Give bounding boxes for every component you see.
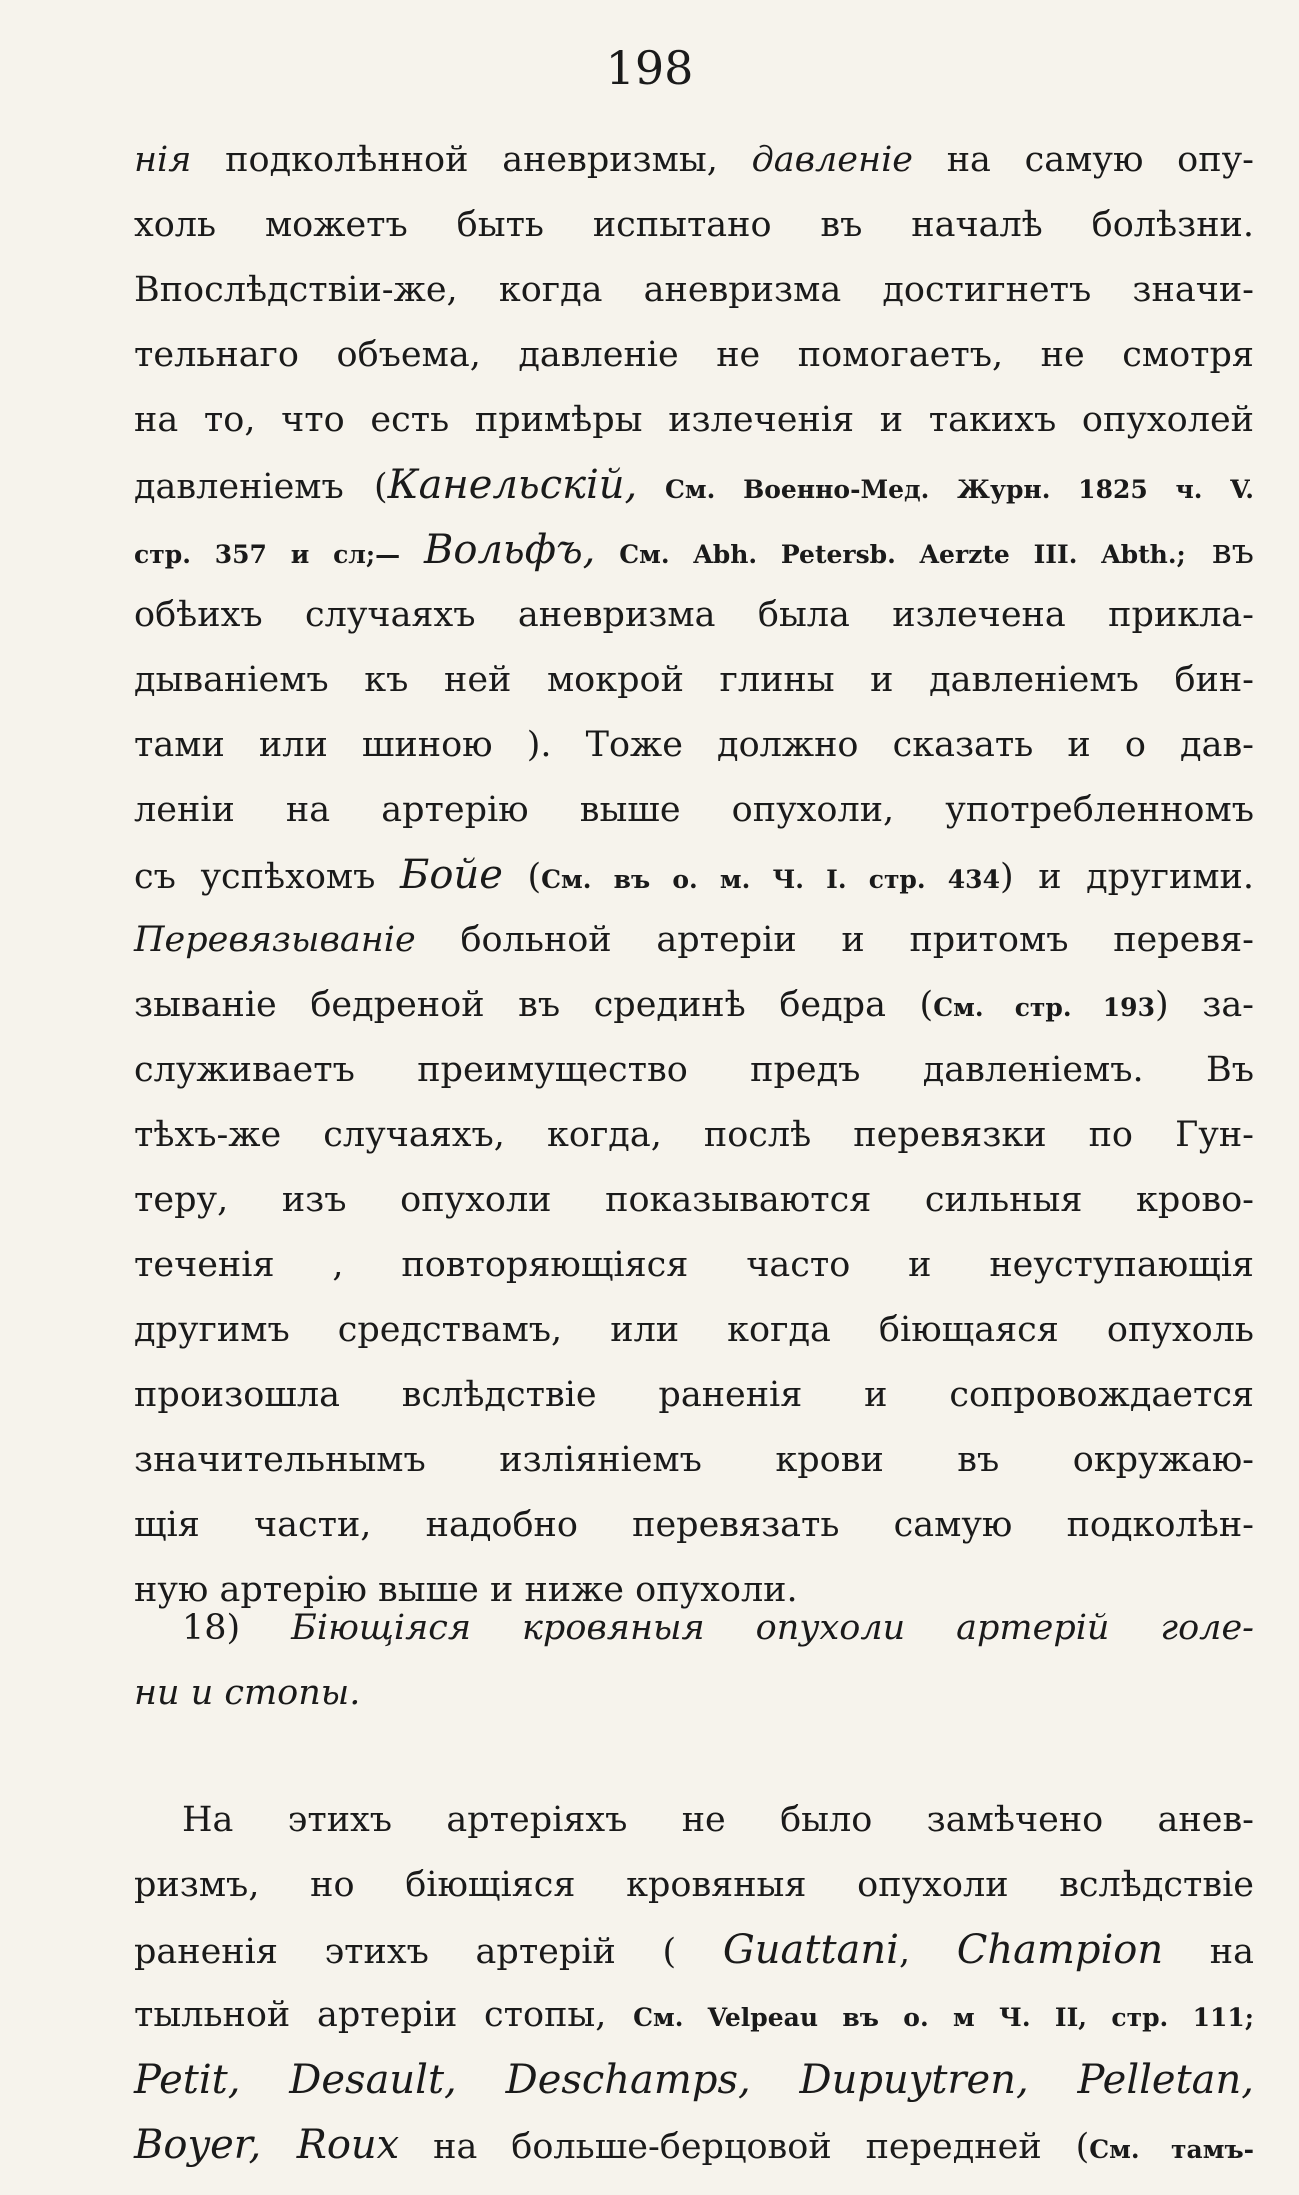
text-line xyxy=(134,1168,1254,1233)
body-text: ) за- xyxy=(1154,985,1255,1025)
body-text: ную артерію выше и ниже опухоли. xyxy=(134,1570,798,1610)
body-text: ( xyxy=(502,857,542,897)
text-line xyxy=(134,128,1254,193)
text-line xyxy=(134,1038,1254,1103)
reference-text: См. стр. 193 xyxy=(933,993,1155,1022)
text-line xyxy=(134,843,1254,908)
emphasis-text: Біющіяся кровяныя опухоли артерій голе- xyxy=(291,1608,1254,1648)
body-text: другимъ средствамъ, или когда біющаяся опухоль xyxy=(134,1310,1254,1350)
reference-text: См. въ о. м. Ч. I. стр. 434 xyxy=(541,865,1000,894)
emphasis-text: Boyer, Roux xyxy=(134,2122,400,2168)
body-text: ризмъ, но біющіяся кровяныя опухоли вслѣдствіе xyxy=(134,1865,1254,1905)
section-heading-18 xyxy=(134,1596,1254,1726)
body-text: тыльной артеріи стопы, xyxy=(134,1995,634,2035)
body-text: щія части, надобно перевязать самую подколѣн- xyxy=(134,1505,1254,1545)
text-line xyxy=(134,973,1254,1038)
reference-text: стр. 357 и сл;— xyxy=(134,540,424,569)
body-text: въ xyxy=(1185,532,1254,572)
body-text: служиваетъ преимущество предъ давленіемъ. Въ xyxy=(134,1050,1254,1090)
body-text: зываніе бедреной въ срединѣ бедра ( xyxy=(134,985,934,1025)
emphasis-text: Guattani xyxy=(722,1927,899,1973)
body-text: дываніемъ къ ней мокрой глины и давленіемъ бин- xyxy=(134,660,1254,700)
text-line xyxy=(134,1983,1254,2048)
body-text: больной артеріи и притомъ перевя- xyxy=(415,920,1254,960)
text-line xyxy=(134,1298,1254,1363)
text-line xyxy=(134,1788,1254,1853)
body-text: тѣхъ-же случаяхъ, когда, послѣ перевязки по Гун- xyxy=(134,1115,1254,1155)
text-line xyxy=(134,193,1254,258)
text-line xyxy=(134,258,1254,323)
text-line xyxy=(134,388,1254,453)
emphasis-text: нія xyxy=(134,140,192,180)
body-text: леніи на артерію выше опухоли, употребленномъ xyxy=(134,790,1254,830)
emphasis-text: Petit, Desault, Deschamps, Dupuytren, Pelletan, xyxy=(134,2057,1254,2103)
text-line xyxy=(134,1103,1254,1168)
text-line xyxy=(134,1233,1254,1298)
body-text: раненія этихъ артерій ( xyxy=(134,1932,723,1972)
body-text: значительнымъ изліяніемъ крови въ окружаю- xyxy=(134,1440,1254,1480)
body-text: давленіемъ ( xyxy=(134,467,388,507)
emphasis-text: Канельскій, xyxy=(387,462,638,508)
emphasis-text: Перевязываніе xyxy=(134,920,416,960)
emphasis-text: ни и стопы. xyxy=(134,1673,361,1713)
emphasis-text: Champion xyxy=(956,1927,1164,1973)
text-line xyxy=(134,1493,1254,1558)
text-line xyxy=(134,778,1254,843)
reference-text: См. Velpeau въ о. м Ч. II, стр. 111; xyxy=(633,2003,1254,2032)
text-line xyxy=(134,1853,1254,1918)
body-text: , xyxy=(898,1932,957,1972)
reference-text: См. Abh. Petersb. Aerzte III. Abth.; xyxy=(595,540,1186,569)
body-text: на самую опу- xyxy=(912,140,1254,180)
emphasis-text: давленіе xyxy=(751,140,913,180)
body-text: Впослѣдствіи-же, когда аневризма достигнетъ значи- xyxy=(134,270,1254,310)
body-text: теру, изъ опухоли показываются сильныя крово- xyxy=(134,1180,1254,1220)
reference-text: См. Военно-Мед. Журн. 1825 ч. V. xyxy=(637,475,1254,504)
body-text: теченія , повторяющіяся часто и неуступающія xyxy=(134,1245,1254,1285)
text-line xyxy=(134,583,1254,648)
text-line xyxy=(134,713,1254,778)
paragraph-leg-foot-arteries xyxy=(134,1788,1254,2178)
body-text: съ успѣхомъ xyxy=(134,857,400,897)
body-text: на xyxy=(1163,1932,1254,1972)
text-line xyxy=(134,1363,1254,1428)
body-text: обѣихъ случаяхъ аневризма была излечена прикла- xyxy=(134,595,1254,635)
text-line xyxy=(134,453,1254,518)
body-text: 18) xyxy=(182,1608,292,1648)
text-line xyxy=(134,518,1254,583)
text-line xyxy=(134,908,1254,973)
text-line xyxy=(134,323,1254,388)
body-text: на больше-берцовой передней ( xyxy=(399,2127,1090,2167)
body-text: подколѣнной аневризмы, xyxy=(191,140,752,180)
body-text: холь можетъ быть испытано въ началѣ болѣзни. xyxy=(134,205,1254,245)
text-line xyxy=(134,2113,1254,2178)
text-line xyxy=(134,1918,1254,1983)
paragraph-popliteal-aneurysm xyxy=(134,128,1254,1623)
text-line xyxy=(134,648,1254,713)
text-line xyxy=(134,1596,1254,1661)
reference-text: См. тамъ- xyxy=(1089,2135,1254,2164)
body-text: тельнаго объема, давленіе не помогаетъ, не смотря xyxy=(134,335,1254,375)
body-text: произошла вслѣдствіе раненія и сопровождается xyxy=(134,1375,1254,1415)
body-text: тами или шиною ). Тоже должно сказать и о дав- xyxy=(134,725,1254,765)
body-text: на то, что есть примѣры излеченія и такихъ опухолей xyxy=(134,400,1254,440)
text-line xyxy=(134,1661,1254,1726)
emphasis-text: Вольфъ, xyxy=(423,527,596,573)
text-line xyxy=(134,1428,1254,1493)
body-text: На этихъ артеріяхъ не было замѣчено анев- xyxy=(182,1800,1254,1840)
text-line xyxy=(134,2048,1254,2113)
emphasis-text: Бойе xyxy=(399,852,503,898)
body-text: ) и другими. xyxy=(999,857,1255,897)
page-number: 198 xyxy=(605,41,694,95)
